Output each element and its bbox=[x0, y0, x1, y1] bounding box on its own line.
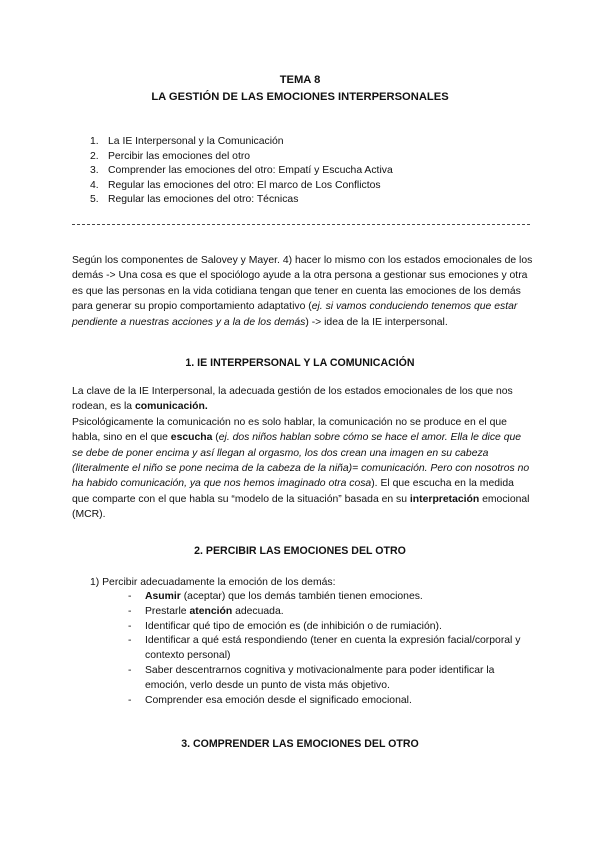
table-of-contents bbox=[90, 135, 393, 208]
intro-paragraph: Según los componentes de Salovey y Mayer. 4) hacer lo mismo con los estados emocionales de los demás -> Una cosa es que el spociólogo ayude a la otra persona a gestionar sus emociones y otra es que las personas en la vida cotidiana tengan que tener en cuenta las emociones de los demás para generar su propio comportamiento adaptativo (ej. si vamos conduciendo tenemos que estar pendiente a nuestras acciones y a la de los demás) -> idea de la IE interpersonal. bbox=[72, 255, 533, 328]
toc-item: 5. Regular las emociones del otro: Técnicas bbox=[90, 194, 299, 206]
sub-list-item: - Identificar qué tipo de emoción es (de inhibición o de rumiación). bbox=[128, 620, 528, 635]
sub-list bbox=[128, 590, 528, 708]
toc-item: 2. Percibir las emociones del otro bbox=[90, 150, 251, 162]
section-3-heading: 3. COMPRENDER LAS EMOCIONES DEL OTRO bbox=[181, 738, 419, 750]
sub-list-item: - Comprender esa emoción desde el significado emocional. bbox=[128, 694, 528, 709]
sub-list-item: - Identificar a qué está respondiendo (tener en cuenta la expresión facial/corporal y contexto personal) bbox=[128, 634, 528, 664]
section-1-paragraph: La clave de la IE Interpersonal, la adecuada gestión de los estados emocionales de los que nos rodean, es la comunicación. Psicológicamente la comunicación no es solo hablar, la comunicación no se produce en el que habla, sino en el que escucha (ej. dos niños hablan sobre cómo se hace el amor. Ella le dice que se debe de poner encima y así llegan al orgasmo, los dos crean una imagen en su cabeza (literalmente el niño se pone necima de la cabeza de la niña)= comunicación. Pero con nosotros no ha habido comunicación, ya que nos hemos imaginado otra cosa). El que escucha en la medida que comparte con el que habla su “modelo de la situación” basada en su interpretación emocional (MCR). bbox=[72, 386, 530, 521]
page-title: LA GESTIÓN DE LAS EMOCIONES INTERPERSONALES bbox=[151, 91, 449, 103]
dashed-divider bbox=[72, 224, 530, 225]
tema-number: TEMA 8 bbox=[279, 74, 321, 86]
section-2-heading: 2. PERCIBIR LAS EMOCIONES DEL OTRO bbox=[194, 545, 406, 557]
numbered-item: 1) Percibir adecuadamente la emoción de los demás: bbox=[90, 577, 336, 588]
toc-item: 4. Regular las emociones del otro: El marco de Los Conflictos bbox=[90, 179, 381, 191]
sub-list-item: - Saber descentrarnos cognitiva y motivacionalmente para poder identificar la emoción, verlo desde un punto de vista más objetivo. bbox=[128, 664, 528, 694]
toc-item: 3. Comprender las emociones del otro: Empatí y Escucha Activa bbox=[90, 165, 393, 177]
section-1-heading: 1. IE INTERPERSONAL Y LA COMUNICACIÓN bbox=[185, 357, 415, 369]
sub-list-item: - Prestarle atención adecuada. bbox=[128, 605, 528, 620]
sub-list-item: - Asumir (aceptar) que los demás también tienen emociones. bbox=[128, 590, 528, 605]
toc-item: 1. La IE Interpersonal y la Comunicación bbox=[90, 136, 284, 147]
